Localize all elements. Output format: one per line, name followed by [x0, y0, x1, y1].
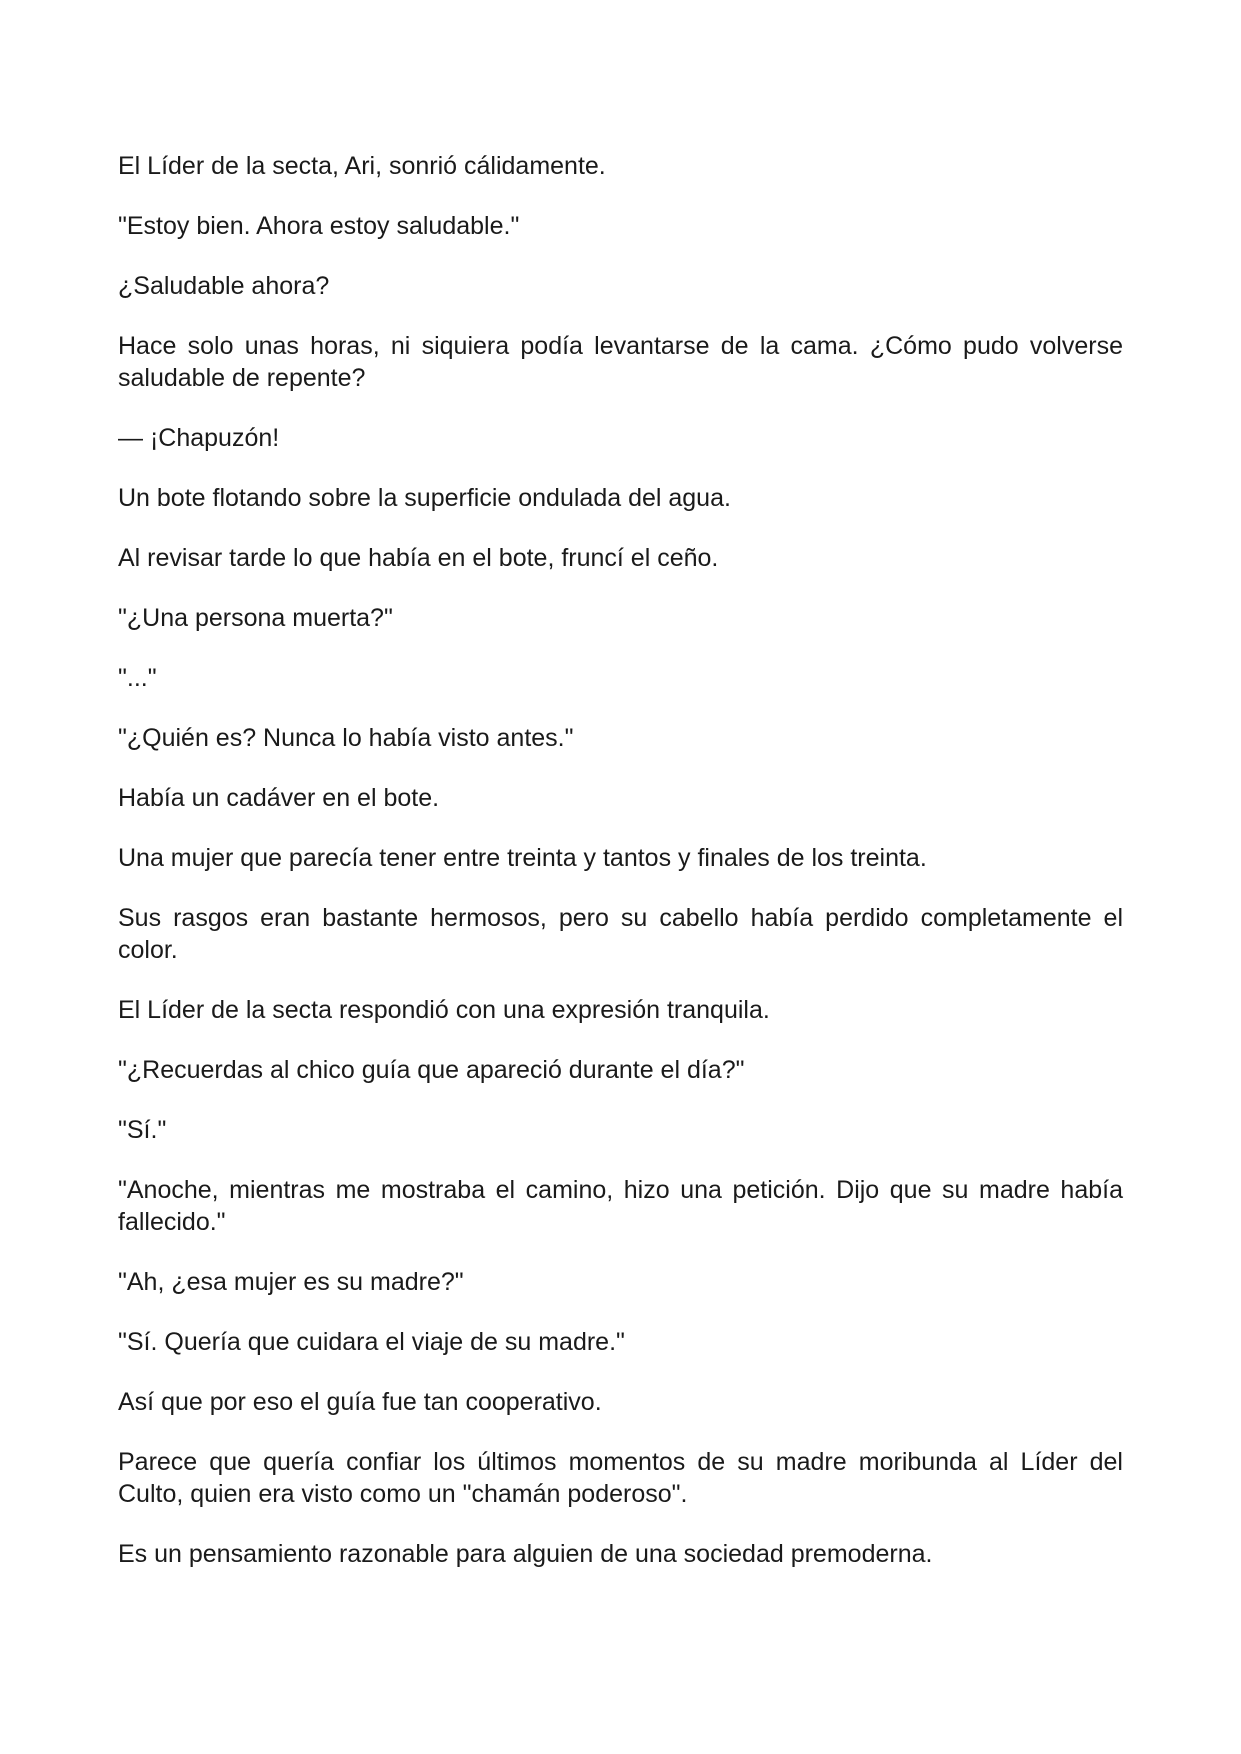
paragraph: "¿Recuerdas al chico guía que apareció durante el día?" — [118, 1056, 745, 1084]
paragraph: "Estoy bien. Ahora estoy saludable." — [118, 212, 520, 240]
paragraph: "¿Una persona muerta?" — [118, 604, 393, 632]
paragraph: ¿Saludable ahora? — [118, 272, 330, 300]
paragraph: "Anoche, mientras me mostraba el camino, hizo una petición. Dijo que su madre había fallecido." — [118, 1176, 1123, 1236]
paragraph: Una mujer que parecía tener entre treinta y tantos y finales de los treinta. — [118, 844, 927, 872]
paragraph: Así que por eso el guía fue tan cooperativo. — [118, 1388, 602, 1416]
paragraph: El Líder de la secta respondió con una expresión tranquila. — [118, 996, 770, 1024]
paragraph: "Ah, ¿esa mujer es su madre?" — [118, 1268, 464, 1296]
paragraph: El Líder de la secta, Ari, sonrió cálidamente. — [118, 152, 606, 180]
paragraph: Hace solo unas horas, ni siquiera podía levantarse de la cama. ¿Cómo pudo volverse saludable de repente? — [118, 332, 1123, 392]
paragraph: Había un cadáver en el bote. — [118, 784, 440, 812]
paragraph: Al revisar tarde lo que había en el bote, fruncí el ceño. — [118, 544, 719, 572]
paragraph: Es un pensamiento razonable para alguien de una sociedad premoderna. — [118, 1540, 933, 1568]
paragraph: "Sí. Quería que cuidara el viaje de su madre." — [118, 1328, 625, 1356]
paragraph: — ¡Chapuzón! — [118, 424, 280, 452]
paragraph: "..." — [118, 664, 157, 692]
paragraph: Parece que quería confiar los últimos momentos de su madre moribunda al Líder del Culto, quien era visto como un "chamán poderoso". — [118, 1448, 1123, 1508]
paragraph: "Sí." — [118, 1116, 167, 1144]
paragraph: Un bote flotando sobre la superficie ondulada del agua. — [118, 484, 731, 512]
paragraph: "¿Quién es? Nunca lo había visto antes." — [118, 724, 574, 752]
paragraph: Sus rasgos eran bastante hermosos, pero su cabello había perdido completamente el color. — [118, 904, 1123, 964]
